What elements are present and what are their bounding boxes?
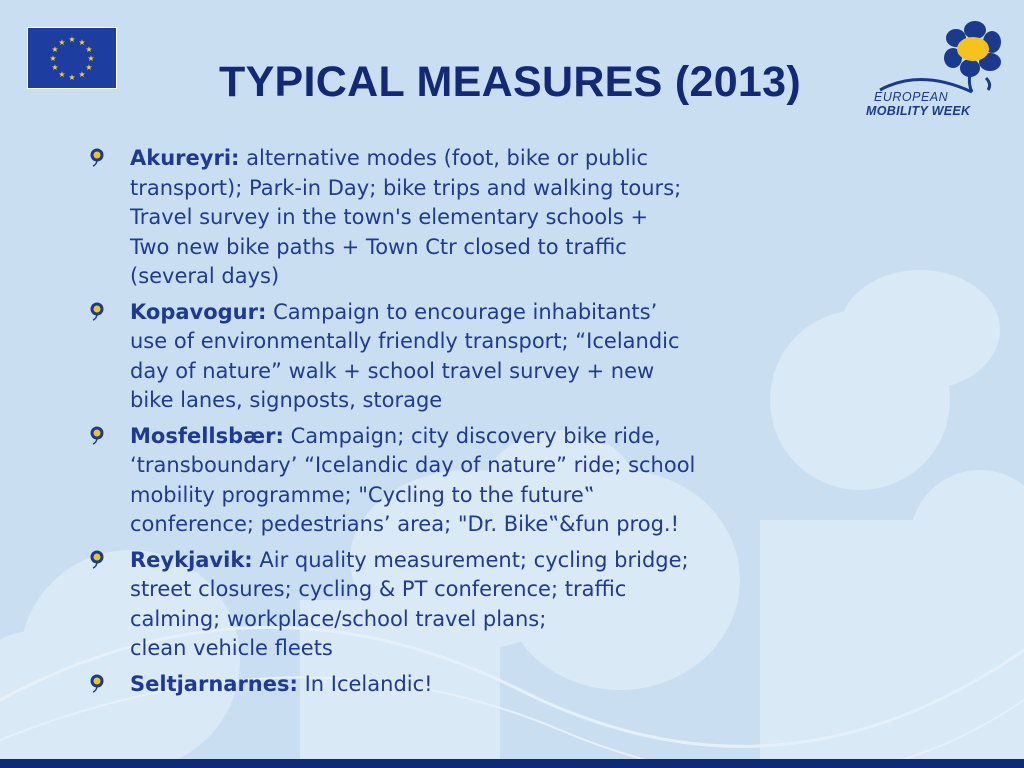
svg-text:★: ★ — [85, 45, 93, 54]
list-item-akureyri — [88, 144, 828, 292]
measure-text: Campaign; city discovery bike ride, — [290, 423, 661, 448]
town-name: Reykjavik: — [130, 547, 253, 572]
logo-text-mobility-week: MOBILITY WEEK — [866, 104, 971, 118]
measure-text: conference; pedestrians’ area; "Dr. Bike‟&fun prog.! — [130, 512, 680, 536]
list-item-seltjarnarnes — [88, 670, 828, 700]
svg-text:★: ★ — [85, 63, 93, 72]
measure-text: clean vehicle fleets — [130, 636, 333, 660]
flower-bullet-icon — [88, 302, 106, 322]
svg-text:★: ★ — [68, 73, 76, 82]
measure-text: In Icelandic! — [304, 671, 433, 696]
measure-text: Travel survey in the town's elementary schools + — [130, 205, 649, 229]
town-name: Mosfellsbær: — [130, 423, 284, 448]
measure-text: transport); Park-in Day; bike trips and walking tours; — [130, 175, 682, 200]
measure-text: alternative modes (foot, bike or public — [246, 146, 649, 170]
town-name: Kopavogur: — [130, 299, 267, 324]
measure-text: use of environmentally friendly transport; “Icelandic — [130, 329, 680, 353]
town-name: Akureyri: — [130, 146, 240, 170]
measure-text: street closures; cycling & PT conference; traffic — [130, 577, 627, 601]
svg-text:★: ★ — [58, 70, 66, 79]
svg-text:★: ★ — [49, 54, 57, 63]
measure-text: Two new bike paths + Town Ctr closed to traffic — [130, 234, 627, 259]
flower-bullet-icon — [88, 426, 106, 446]
measure-text: calming; workplace/school travel plans; — [130, 606, 547, 631]
measure-text: ‘transboundary’ “Icelandic day of nature” ride; school — [130, 453, 696, 477]
page-title: TYPICAL MEASURES (2013) — [219, 58, 801, 106]
logo-text-european: EUROPEAN — [874, 90, 949, 104]
eu-flag-logo — [27, 27, 117, 89]
svg-text:★: ★ — [87, 54, 95, 63]
measure-text: mobility programme; "Cycling to the future‟ — [130, 482, 595, 507]
svg-text:★: ★ — [78, 70, 86, 79]
svg-text:★: ★ — [58, 38, 66, 47]
svg-text:★: ★ — [78, 38, 86, 47]
svg-text:★: ★ — [51, 63, 59, 72]
measure-text: Campaign to encourage inhabitants’ — [273, 299, 658, 324]
logo-text — [866, 90, 1006, 118]
list-item-kopavogur — [88, 298, 828, 416]
flower-bullet-icon — [88, 148, 106, 168]
town-name: Seltjarnarnes: — [130, 671, 298, 696]
bottom-bar — [0, 759, 1024, 768]
measure-text: (several days) — [130, 264, 280, 288]
flower-bullet-icon — [88, 674, 106, 694]
measure-text: Air quality measurement; cycling bridge; — [259, 547, 689, 572]
measures-list — [88, 144, 828, 705]
list-item-mosfellsbaer — [88, 422, 828, 540]
flower-bullet-icon — [88, 550, 106, 570]
measure-text: day of nature” walk + school travel survey + new — [130, 358, 655, 383]
svg-text:★: ★ — [51, 45, 59, 54]
list-item-reykjavik — [88, 546, 828, 664]
measure-text: bike lanes, signposts, storage — [130, 388, 443, 412]
svg-text:★: ★ — [68, 35, 76, 44]
